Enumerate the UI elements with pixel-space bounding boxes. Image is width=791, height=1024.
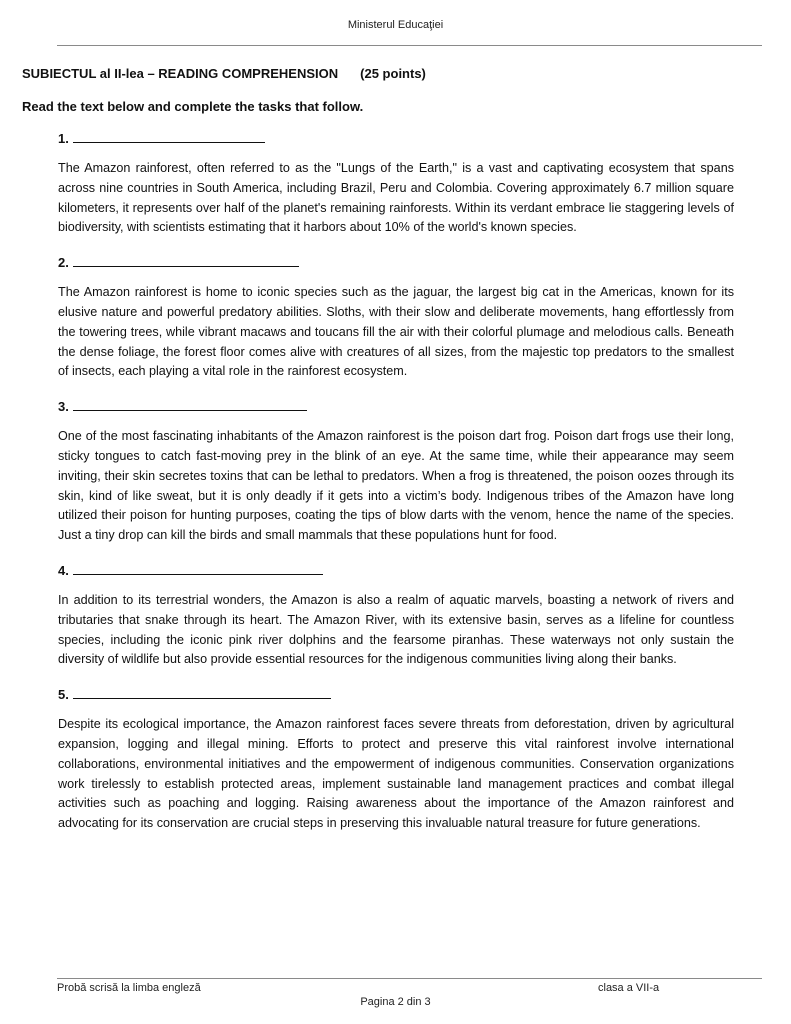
section-2 xyxy=(58,252,734,382)
section-number: 1. xyxy=(58,131,69,146)
instructions: Read the text below and complete the tasks that follow. xyxy=(22,99,364,114)
section-1 xyxy=(58,128,734,238)
heading-blank[interactable] xyxy=(73,560,323,575)
section-heading xyxy=(58,560,734,580)
section-heading xyxy=(58,396,734,416)
section-heading xyxy=(58,252,734,272)
section-paragraph: In addition to its terrestrial wonders, the Amazon is also a realm of aquatic marvels, boasting a network of rivers and tributaries that snake through its heart. The Amazon River, with its extensive basin, serves as a lifeline for countless species, including the iconic pink river dolphins and the fearsome piranhas. These waterways not only sustain the diversity of wildlife but also provide essential resources for the indigenous communities living along their banks. xyxy=(58,592,734,667)
reading-text xyxy=(58,128,734,848)
heading-blank[interactable] xyxy=(73,396,307,411)
subject-heading xyxy=(22,66,426,81)
header-divider xyxy=(57,45,762,46)
section-number: 4. xyxy=(58,562,69,578)
footer-page-number: Pagina 2 din 3 xyxy=(360,996,431,1008)
footer-grade: clasa a VII-a xyxy=(598,982,660,994)
section-5 xyxy=(58,684,734,834)
section-heading xyxy=(58,684,734,704)
header-institution: Ministerul Educaţiei xyxy=(347,19,444,31)
section-paragraph: The Amazon rainforest is home to iconic species such as the jaguar, the largest big cat in the Americas, known for its elusive nature and powerful predatory abilities. Sloths, with their slow and deliberate movements, hang effortlessly from the towering trees, while vibrant macaws and toucans fill the air with their colorful plumage and melodious calls. Beneath the dense foliage, the forest floor comes alive with creatures of all sizes, from the majestic top predators to the smallest of insects, each playing a vital role in the rainforest ecosystem. xyxy=(58,285,734,379)
section-number: 2. xyxy=(58,255,69,271)
section-number: 3. xyxy=(58,399,69,415)
footer-exam: Probă scrisă la limba engleză xyxy=(57,982,201,994)
subject-points: (25 points) xyxy=(360,66,426,81)
section-heading xyxy=(58,128,734,148)
footer-divider xyxy=(57,978,762,979)
section-paragraph: Despite its ecological importance, the Amazon rainforest faces severe threats from deforestation, driven by agricultural expansion, logging and illegal mining. Efforts to protect and preserve this vital rainforest involve international collaborations, environmental initiatives and the empowerment of indigenous communities. Conservation organizations work tirelessly to establish protected areas, implement sustainable land management practices and combat illegal activities such as poaching and logging. Raising awareness about the importance of the Amazon rainforest and advocating for its conservation are crucial steps in preserving this invaluable natural treasure for future generations. xyxy=(58,717,734,831)
heading-blank[interactable] xyxy=(73,252,299,267)
section-4 xyxy=(58,560,734,670)
section-paragraph: One of the most fascinating inhabitants of the Amazon rainforest is the poison dart frog. Poison dart frogs use their long, sticky tongues to catch fast-moving prey in the blink of an eye. At the same time, while their appearance may seem inviting, their skin secretes toxins that can be lethal to predators. When a frog is threatened, the poison oozes through its skin, kind of like sweat, but it is only deadly if it gets into a victim’s body. Indigenous tribes of the Amazon have long utilized their poison for hunting purposes, coating the tips of blow darts with the venom, hence the name of the species. Just a tiny drop can kill the birds and small mammals that these populations hunt for food. xyxy=(58,429,734,543)
section-3 xyxy=(58,396,734,546)
section-number: 5. xyxy=(58,687,69,703)
heading-blank[interactable] xyxy=(73,128,265,143)
heading-blank[interactable] xyxy=(73,684,331,699)
section-paragraph: The Amazon rainforest, often referred to as the "Lungs of the Earth," is a vast and captivating ecosystem that spans across nine countries in South America, including Brazil, Peru and Colombia. Covering approximately 6.7 million square kilometers, it represents over half of the planet's remaining rainforests. Within its verdant embrace lie staggering levels of biodiversity, with scientists estimating that it harbors about 10% of the world's known species. xyxy=(58,161,734,235)
subject-title: SUBIECTUL al II-lea – READING COMPREHENSION xyxy=(22,66,339,81)
